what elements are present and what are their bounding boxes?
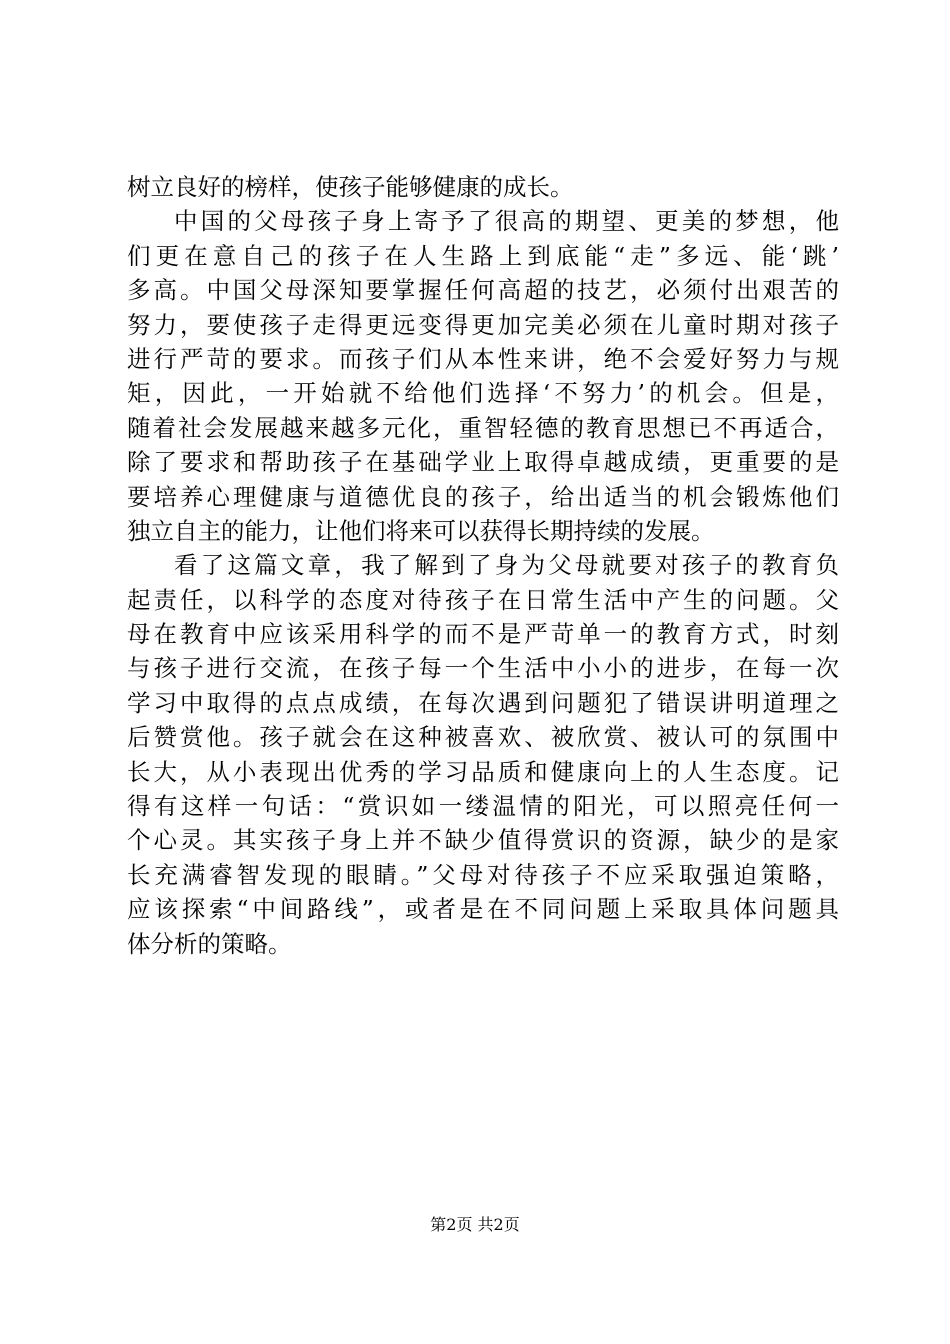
text-line: 中国的父母孩子身上寄予了很高的期望、更美的梦想，他 (174, 207, 839, 236)
text-line: 独立自主的能力，让他们将来可以获得长期持续的发展。 (127, 516, 715, 545)
text-line: 们更在意自己的孩子在人生路上到底能“走”多远、能‘跳’ (127, 241, 839, 270)
text-line: 除了要求和帮助孩子在基础学业上取得卓越成绩，更重要的是 (127, 448, 839, 477)
text-line: 矩，因此，一开始就不给他们选择‘不努力’的机会。但是， (127, 379, 839, 408)
text-line: 进行严苛的要求。而孩子们从本性来讲，绝不会爱好努力与规 (127, 344, 839, 373)
text-line: 与孩子进行交流，在孩子每一个生活中小小的进步，在每一次 (127, 654, 839, 683)
text-line: 得有这样一句话：“赏识如一缕温情的阳光，可以照亮任何一 (127, 792, 839, 821)
text-line: 个心灵。其实孩子身上并不缺少值得赏识的资源，缺少的是家 (127, 826, 839, 855)
text-line: 看了这篇文章，我了解到了身为父母就要对孩子的教育负 (174, 551, 839, 580)
text-line: 努力，要使孩子走得更远变得更加完美必须在儿童时期对孩子 (127, 310, 839, 339)
text-line: 随着社会发展越来越多元化，重智轻德的教育思想已不再适合， (127, 413, 839, 442)
text-line: 要培养心理健康与道德优良的孩子，给出适当的机会锻炼他们 (127, 482, 839, 511)
text-line: 应该探索“中间路线”，或者是在不同问题上采取具体问题具 (127, 895, 839, 924)
text-line: 长充满睿智发现的眼睛。”父母对待孩子不应采取强迫策略， (127, 860, 839, 889)
text-line: 母在教育中应该采用科学的而不是严苛单一的教育方式，时刻 (127, 620, 839, 649)
text-line: 长大，从小表现出优秀的学习品质和健康向上的人生态度。记 (127, 757, 839, 786)
document-body (127, 170, 839, 961)
text-line: 多高。中国父母深知要掌握任何高超的技艺，必须付出艰苦的 (127, 276, 839, 305)
text-line: 体分析的策略。 (127, 929, 292, 958)
text-line: 树立良好的榜样，使孩子能够健康的成长。 (127, 173, 574, 201)
text-line: 学习中取得的点点成绩，在每次遇到问题犯了错误讲明道理之 (127, 688, 839, 717)
text-line: 起责任，以科学的态度对待孩子在日常生活中产生的问题。父 (127, 585, 839, 614)
text-line: 后赞赏他。孩子就会在这种被喜欢、被欣赏、被认可的氛围中 (127, 723, 839, 752)
page-number-footer: 第2页 共2页 (430, 1215, 520, 1234)
